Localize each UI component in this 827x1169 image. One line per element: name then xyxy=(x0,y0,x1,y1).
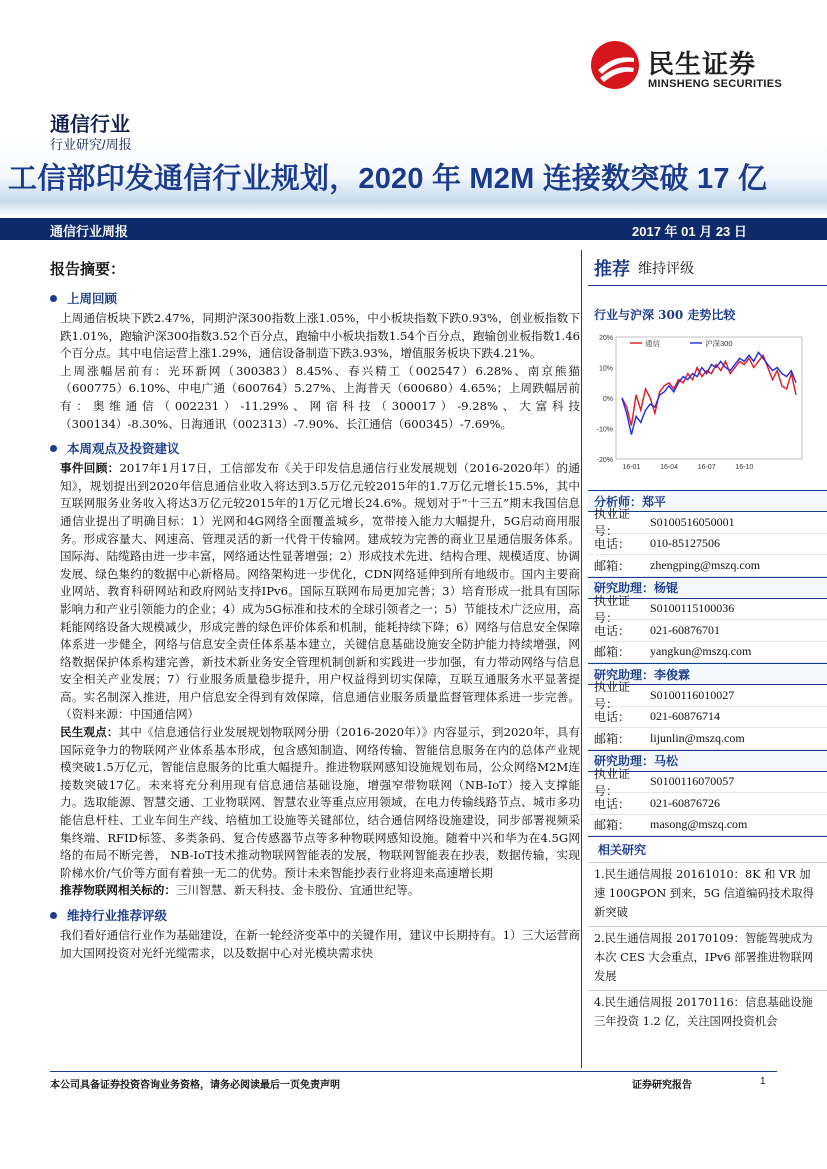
section-heading: 本周观点及投资建议 xyxy=(50,439,580,457)
related-item[interactable]: 4.民生通信周报 20170116：信息基础设施三年投资 1.2 亿，关注国网投资机会 xyxy=(588,990,827,1035)
bullet-icon xyxy=(50,445,57,452)
trend-chart xyxy=(590,326,810,486)
x-tick-label: 16-10 xyxy=(735,464,754,471)
tel-row: 电话： 010-85127506 xyxy=(588,534,827,556)
x-tick-label: 16-04 xyxy=(660,464,678,471)
related-item[interactable]: 1.民生通信周报 20161010：8K 和 VR 加速 100GPON 到来，5G 信道编码技术取得新突破 xyxy=(588,862,827,926)
report-date: 2017 年 01 月 23 日 xyxy=(632,224,747,239)
related-item[interactable]: 2.民生通信周报 20170109：智能驾驶成为本次 CES 大会重点，IPv6 部署推进物联网发展 xyxy=(588,926,827,990)
mail-row[interactable]: 邮箱： masong@mszq.com xyxy=(588,815,827,837)
bullet-icon xyxy=(50,295,57,302)
x-tick-label: 16-07 xyxy=(697,464,716,471)
legend-label: 通信 xyxy=(645,339,660,348)
view-text: 其中《信息通信行业发展规划物联网分册（2016-2020年）》内容显示，到2020年，具有国际竞争力的物联网产业体系基本形成，包含感知制造、网络传输、智能信息服务在内的总体产业规模突破1.5万亿元，智能信息服务的比重大幅提升。推进物联网感知设施规划布局，公众网络M2M连接数突破17亿。未来将充分利用现有信息通信基础设施，增强窄带物联网（NB-IoT）接入支撑能力。选取能源、智慧交通、工业物联网、智慧农业等重点应用领域，在电力传输线路节点、城市多功能信息杆柱、工业车间生产线、培植加工设施等关键部位，结合通信网络设施建设，同步部署视频采集终端、RFID标签、多类条码、复合传感器节点等多种物联网感知设施。随着中兴和华为在4.5G网络的布局不断完善， NB-IoT技术推动物联网智能表的发展，物联网智能表在抄表，数据传输，实现阶梯水价/气价等方面有着独一无二的优势。预计未来智能抄表行业将迎来高速增长期 xyxy=(60,725,580,880)
footer-label: 证券研究报告 xyxy=(632,1080,692,1091)
cert-row: 执业证号： S0100115100036 xyxy=(588,599,827,621)
y-tick-label: -10% xyxy=(596,426,613,434)
analyst-heading: 研究助理： 杨锟 xyxy=(588,577,827,599)
cert-row: 执业证号： S0100116070057 xyxy=(588,772,827,794)
mail-row[interactable]: 邮箱： zhengping@mszq.com xyxy=(588,555,827,577)
rating: 推荐 xyxy=(594,258,630,279)
footer-rule xyxy=(50,1071,777,1072)
cert-row: 执业证号： S0100516050001 xyxy=(588,512,827,534)
recommend-text: 三川智慧、新天科技、金卡股份、宜通世纪等。 xyxy=(175,883,420,898)
paragraph: 上周涨幅居前有：光环新网（300383）8.45%、春兴精工（002547）6.28%、南京熊猫（600775）6.10%、中电广通（600764）5.27%、上海普天（600680）4.65%；上周跌幅居前有：奥维通信（002231）-11.29%、网宿科技（300017）-9.28%、大富科技（300134）-8.30%、日海通讯（002313）-7.90%、长江通信（600345）-7.69%。 xyxy=(60,363,580,431)
x-tick-label: 16-01 xyxy=(622,464,641,471)
recommend-label: 推荐物联网相关标的： xyxy=(60,883,176,898)
tel-row: 电话： 021-60876714 xyxy=(588,707,827,729)
bullet-icon xyxy=(50,912,57,919)
sidebar xyxy=(588,250,827,1035)
analyst-list xyxy=(588,490,827,836)
view-label: 民生观点： xyxy=(60,725,119,740)
y-tick-label: 10% xyxy=(598,365,613,373)
page-number: 1 xyxy=(760,1076,766,1087)
section-heading: 维持行业推荐评级 xyxy=(50,906,580,924)
y-tick-label: 0% xyxy=(602,396,613,403)
series-line-industry xyxy=(622,355,796,425)
cert-row: 执业证号： S0100116010027 xyxy=(588,685,827,707)
tel-row: 电话： 021-60876701 xyxy=(588,620,827,642)
column-divider xyxy=(581,250,582,1068)
legend-label: 沪深300 xyxy=(705,339,733,348)
minsheng-logo-icon xyxy=(590,40,640,90)
footer-disclaimer: 本公司具备证券投资咨询业务资格，请务必阅读最后一页免责声明 xyxy=(50,1080,340,1091)
paragraph xyxy=(50,882,580,900)
report-type: 行业研究/周报 xyxy=(50,137,132,152)
page-title: 工信部印发通信行业规划，2020 年 M2M 连接数突破 17 亿 xyxy=(8,163,768,195)
analyst-heading: 研究助理： 马松 xyxy=(588,750,827,772)
mail-row[interactable]: 邮箱： lijunlin@mszq.com xyxy=(588,728,827,750)
paragraph: 上周通信板块下跌2.47%，同期沪深300指数上涨1.05%，中小板块指数下跌0.93%，创业板指数下跌1.01%，跑输沪深300指数3.52个百分点，跑输中小板块指数1.54个百分点，跑输创业板指数1.46个百分点。其中电信运营上涨1.29%，通信设备制造下跌3.93%，增值服务板块下跌4.21%。 xyxy=(60,311,580,361)
industry-name: 通信行业 xyxy=(50,114,130,136)
paragraph: 我们看好通信行业作为基础建设，在新一轮经济变革中的关键作用，建议中长期持有。1）三大运营商加大国网投资对光纤光缆需求，以及数据中心对光模块需求快 xyxy=(60,928,580,960)
analyst-heading: 分析师： 郑平 xyxy=(588,490,827,512)
y-tick-label: 20% xyxy=(598,335,613,342)
mail-row[interactable]: 邮箱： yangkun@mszq.com xyxy=(588,642,827,664)
tel-row: 电话： 021-60876726 xyxy=(588,793,827,815)
paragraph xyxy=(50,724,580,882)
event-text: 2017年1月17日，工信部发布《关于印发信息通信行业发展规划（2016-2020年）的通知》，规划提出到2020年信息通信业收入将达到3.5万亿元较2015年的1.7万亿元增长15.5%，其中互联网服务业务收入将达3万亿元较2015年的1万亿元增长24.6%。规划对于“十三五”期末我国信息通信业提出了明确目标：1）光网和4G网络全面覆盖城乡，宽带接入能力大幅提升，5G启动商用服务。形成容量大、网速高、管理灵活的新一代骨干传输网。建成较为完善的商业卫星通信服务体系。国际海、陆缆路由进一步丰富，网络通达性显著增强；2）形成技术先进、结构合理、规模适度、协调发展、绿色集约的数据中心新格局。网络架构进一步优化，CDN网络延伸到所有地级市。国内主要商业网站、教育科研网站和政府网站支持IPv6。国际互联网布局更加完善；3）培育形成一批具有国际影响力和产业引领能力的企业；4）成为5G标准和技术的全球引领者之一；5）节能技术广泛应用，高耗能网络设备大规模减少，形成完善的绿色评价体系和机制，能耗持续下降；6）网络与信息安全保障体系进一步健全，网络与信息安全责任体系基本建立，关键信息基础设施安全防护能力持续增强，网络数据保护体系构建完善，新技术新业务安全管理机制创新和实践进一步加强，有力带动网络与信息安全相关产业发展；7）行业服务质量稳步提升，用户权益得到切实保障，互联互通服务水平显著提高。实名制深入推进，用户信息安全得到有效保障，信息通信业服务质量监督管理体系进一步完善。（资料来源：中国通信网） xyxy=(60,461,580,722)
related-heading: 相关研究 xyxy=(588,836,827,862)
y-tick-label: -20% xyxy=(596,457,613,464)
logo-en: MINSHENG SECURITIES xyxy=(648,78,783,90)
main-column xyxy=(50,258,580,962)
rating-sub: 维持评级 xyxy=(638,259,694,276)
section-heading: 上周回顾 xyxy=(50,289,580,307)
abstract-heading: 报告摘要： xyxy=(50,261,126,278)
band-left-label: 通信行业周报 xyxy=(50,224,129,239)
analyst-heading: 研究助理： 李俊霖 xyxy=(588,663,827,685)
event-label: 事件回顾： xyxy=(60,461,120,476)
paragraph xyxy=(50,460,580,724)
rating-block xyxy=(588,250,827,286)
chart-title: 行业与沪深 300 走势比较 xyxy=(594,307,736,322)
logo-cn: 民生证券 xyxy=(648,49,757,79)
